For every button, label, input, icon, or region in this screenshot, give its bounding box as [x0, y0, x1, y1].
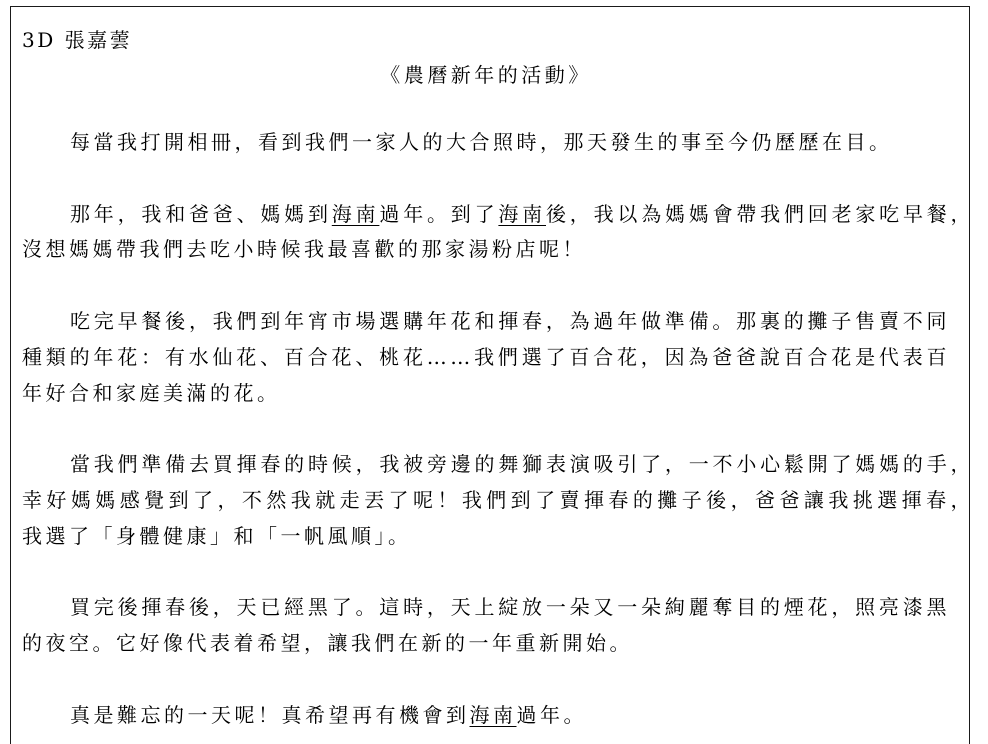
- text-segment: 後，我以為媽媽會帶我們回老家吃早餐，: [546, 201, 975, 226]
- paragraph-5: [22, 590, 950, 662]
- paragraph-line: [22, 483, 974, 519]
- paragraph-line: [22, 197, 974, 233]
- paragraph-line: [22, 340, 950, 376]
- paragraph-line: [22, 376, 950, 412]
- text-segment: 每當我打開相冊，看到我們一家人的大合照時，那天發生的事至今仍歷歷在目。: [70, 130, 893, 154]
- text-segment: 真是難忘的一天呢！真希望再有機會到: [70, 702, 470, 727]
- author-line: 3D 張嘉蕓: [22, 28, 133, 52]
- text-segment: 過年。: [516, 702, 587, 727]
- text-segment: 買完後揮春後，天已經黑了。這時，天上綻放一朵又一朵絢麗奪目的煙花，照亮漆黑: [70, 595, 950, 620]
- paragraph-line: [22, 232, 950, 268]
- essay-title: 《農曆新年的活動》: [380, 63, 592, 87]
- paragraph-1: [22, 125, 950, 161]
- essay-body: [22, 23, 975, 734]
- paragraph-line: [22, 519, 950, 555]
- text-segment: 吃完早餐後，我們到年宵市場選購年花和揮春，為過年做準備。那裏的攤子售賣不同: [70, 308, 950, 333]
- text-segment: 我選了「身體健康」和「一帆風順」。: [22, 523, 412, 548]
- paragraph-3: [22, 304, 950, 411]
- paragraph-line: [22, 590, 950, 626]
- paragraph-2: [22, 197, 975, 269]
- paragraph-4: [22, 447, 974, 554]
- text-segment: 過年。到了: [379, 201, 499, 226]
- paragraph-line: [22, 447, 974, 483]
- paragraph-line: [22, 125, 950, 161]
- paragraph-6: [22, 698, 950, 734]
- text-segment: 年好合和家庭美滿的花。: [22, 380, 281, 405]
- place-name-underlined: 海南: [498, 201, 546, 226]
- paragraph-line: [22, 626, 950, 662]
- paragraph-line: [22, 698, 950, 734]
- text-segment: 沒想媽媽帶我們去吃小時候我最喜歡的那家湯粉店呢！: [22, 237, 586, 262]
- text-segment: 的夜空。它好像代表着希望，讓我們在新的一年重新開始。: [22, 631, 633, 656]
- paragraph-line: [22, 304, 950, 340]
- text-segment: 那年，我和爸爸、媽媽到: [70, 201, 332, 226]
- text-segment: 幸好媽媽感覺到了，不然我就走丟了呢！我們到了賣揮春的攤子後，爸爸讓我挑選揮春，: [22, 487, 974, 512]
- text-segment: 種類的年花：有水仙花、百合花、桃花……我們選了百合花，因為爸爸說百合花是代表百: [22, 344, 950, 369]
- place-name-underlined: 海南: [331, 201, 380, 226]
- text-segment: 當我們準備去買揮春的時候，我被旁邊的舞獅表演吸引了，一不小心鬆開了媽媽的手，: [70, 452, 974, 477]
- place-name-underlined: 海南: [469, 702, 517, 727]
